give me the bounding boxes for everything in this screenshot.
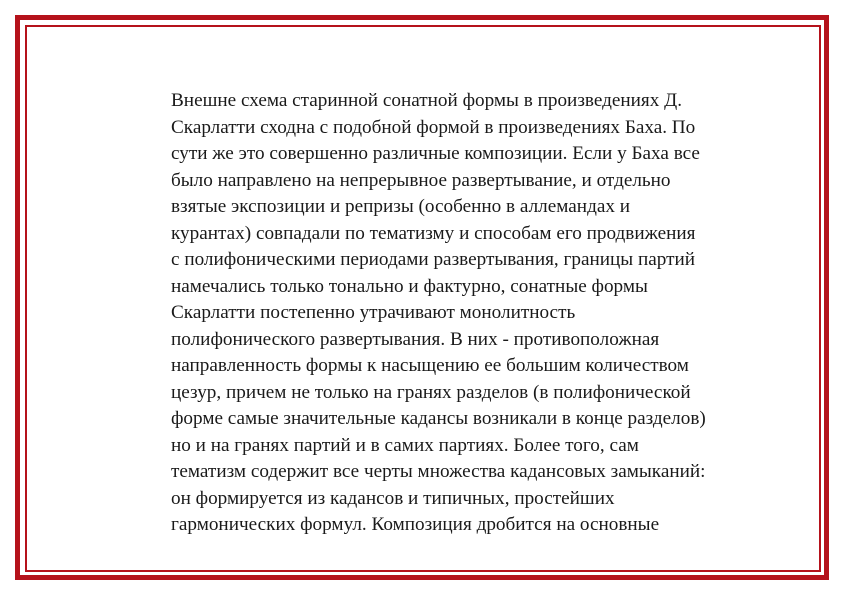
text-line: он формируется из кадансов и типичных, простейших [171,487,615,509]
text-line: Скарлатти постепенно утрачивают монолитность [171,302,576,323]
text-line: Скарлатти сходна с подобной формой в произведениях Баха. По [171,116,696,138]
text-line: гармонических формул. Композиция дробится на основные [171,514,660,535]
text-line: курантах) совпадали по тематизму и способам его продвижения [171,222,696,244]
text-line: сути же это совершенно различные композиции. Если у Баха все [171,143,700,164]
text-line: было направлено на непрерывное развертывание, и отдельно [171,169,671,191]
text-line: намечались только тонально и фактурно, сонатные формы [171,275,648,297]
text-line: но и на гранях партий и в самих партиях. Более того, сам [171,434,639,456]
body-text [171,88,786,539]
text-line: Внешне схема старинной сонатной формы в произведениях Д. [171,90,683,111]
text-line: полифонического развертывания. В них - противоположная [171,328,660,350]
text-line: взятые экспозиции и репризы (особенно в аллемандах и [171,196,631,217]
text-line: направленность формы к насыщению ее большим количеством [171,355,689,376]
text-line: тематизм содержит все черты множества кадансовых замыканий: [171,461,706,482]
text-line: цезур, причем не только на гранях разделов (в полифонической [171,381,691,403]
text-line: форме самые значительные кадансы возникали в конце разделов) [171,408,706,429]
text-line: с полифоническими периодами развертывания, границы партий [171,249,696,270]
